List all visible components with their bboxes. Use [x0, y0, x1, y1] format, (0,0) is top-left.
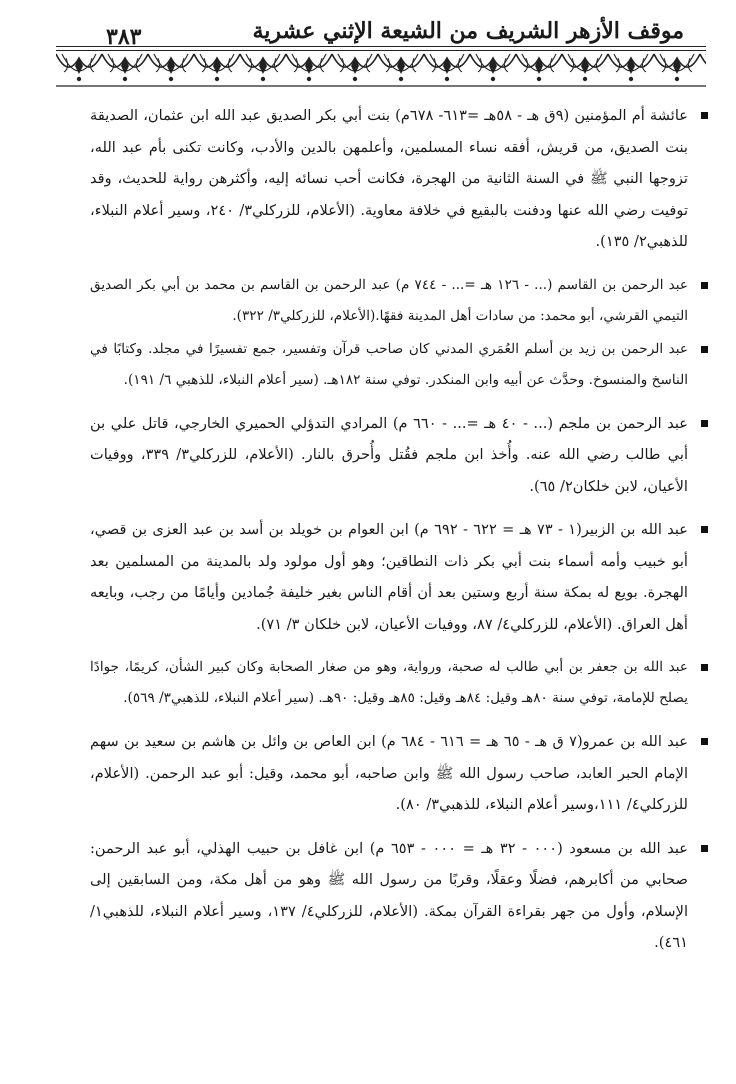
entry-abdulrahman-ibn-qasim: [90, 270, 702, 332]
decorative-border-ornament: [56, 48, 706, 88]
entry-text: عبد الله بن جعفر بن أبي طالب له صحبة، ورواية، وهو من صغار الصحابة وكان كبير الشأن، كريمًا، جوادًا يصلح للإمامة، توفي سنة ٨٠هـ وقيل: ٨٤هـ وقيل: ٨٥هـ وقيل: ٩٠هـ. (سير أعلام النبلاء، للذهبي٣/ ٥٦٩).: [90, 659, 688, 706]
entry-abdullah-ibn-amr: [90, 726, 702, 821]
entry-text: عبد الله بن الزبير(١ - ٧٣ هـ = ٦٢٢ - ٦٩٢ م) ابن العوام بن خويلد بن أسد بن عبد العزى بن قصي، أبو خبيب وأمه أسماء بنت أبي بكر ذات النطاقين؛ وهو أول مولود ولد بالمدينة من المسلمين بعد الهجرة. بويع له بمكة سنة أربع وستين بعد أن أقام الناس بغير خليفة جُمادين وأيامًا من رجب، وبايعه أهل العراق. (الأعلام، للزركلي٤/ ٨٧، ووفيات الأعيان، لابن خلكان ٣/ ٧١).: [90, 521, 689, 633]
bullet-icon: [701, 526, 708, 533]
entry-abdullah-ibn-jafar: [90, 652, 702, 714]
bullet-icon: [701, 420, 708, 427]
running-title: موقف الأزهر الشريف من الشيعة الإثني عشرية: [252, 18, 684, 44]
entry-text: عائشة أم المؤمنين (٩ق هـ - ٥٨هـ =٦١٣- ٦٧٨م) بنت أبي بكر الصديق عبد الله ابن عثمان، الصديقة بنت الصديق، من قريش، أفقه نساء المسلمين، وأعلمهن بالدين والأدب، وكانت تكنى بأم عبد الله، تزوجها النبي ﷺ في السنة الثانية من الهجرة، فكانت أحب نسائه إليه، وأكثرهن رواية للحديث، وقد توفيت رضي الله عنها ودفنت بالبقيع في خلافة معاوية. (الأعلام، للزركلي٣/ ٢٤٠، وسير أعلام النبلاء، للذهبي٢/ ١٣٥).: [90, 107, 689, 250]
bullet-icon: [701, 845, 708, 852]
bullet-icon: [701, 664, 708, 671]
entry-abdullah-ibn-zubayr: [90, 514, 702, 640]
entry-abdullah-ibn-masud: [90, 833, 702, 959]
page-number: ٣٨٣: [106, 24, 142, 50]
entry-aisha: [90, 100, 702, 258]
entry-text: عبد الرحمن بن ملجم (... - ٤٠ هـ =... - ٦٦٠ م) المرادي التدؤلي الحميري الخارجي، قاتل علي بن أبي طالب رضي الله عنه. وأُخذ ابن ملجم فقُتل وأُحرق بالنار. (الأعلام، للزركلي٣/ ٣٣٩، ووفيات الأعيان، لابن خلكان٢/ ٦٥).: [90, 414, 689, 495]
biography-entries: [90, 100, 702, 971]
entry-text: عبد الرحمن بن زيد بن أسلم العُمَري المدني كان صاحب قرآن وتفسير، جمع تفسيرًا في مجلد. وكتابًا في الناسخ والمنسوخ. وحدَّث عن أبيه وابن المنكدر. توفي سنة ١٨٢هـ. (سير أعلام النبلاء، للذهبي ٦/ ١٩١).: [90, 340, 688, 388]
bullet-icon: [701, 112, 708, 119]
entry-abdulrahman-ibn-zayd: [90, 334, 702, 396]
entry-text: عبد الله بن عمرو(٧ ق هـ - ٦٥ هـ = ٦١٦ - ٦٨٤ م) ابن العاص بن وائل بن هاشم بن سعيد بن سهم الإمام الحبر العابد، صاحب رسول الله ﷺ وابن صاحبه، أبو محمد، وقيل: أبو عبد الرحمن. (الأعلام، للزركلي٤/ ١١١،وسير أعلام النبلاء، للذهبي٣/ ٨٠).: [90, 733, 688, 813]
bullet-icon: [701, 282, 708, 289]
bullet-icon: [701, 738, 708, 745]
entry-ibn-muljam: [90, 408, 702, 503]
entry-text: عبد الرحمن بن القاسم (... - ١٢٦ هـ =... - ٧٤٤ م) عبد الرحمن بن القاسم بن محمد بن أبي بكر الصديق التيمي القرشي، أبو محمد: من سادات أهل المدينة فقهًا.(الأعلام، للزركلي٣/ ٣٢٢).: [90, 276, 689, 324]
entry-text: عبد الله بن مسعود (٠٠٠ - ٣٢ هـ = ٠٠٠ - ٦٥٣ م) ابن غافل بن حبيب الهذلي، أبو عبد الرحمن: صحابي من أكابرهم، فضلًا وعقلًا، وقربًا من رسول الله ﷺ وهو من أهل مكة، ومن السابقين إلى الإسلام، وأول من جهر بقراءة القرآن بمكة. (الأعلام، للزركلي٤/ ١٣٧، وسير أعلام النبلاء، للذهبي١/ ٤٦١).: [90, 839, 688, 951]
bullet-icon: [701, 346, 708, 353]
page-header: [0, 0, 736, 90]
